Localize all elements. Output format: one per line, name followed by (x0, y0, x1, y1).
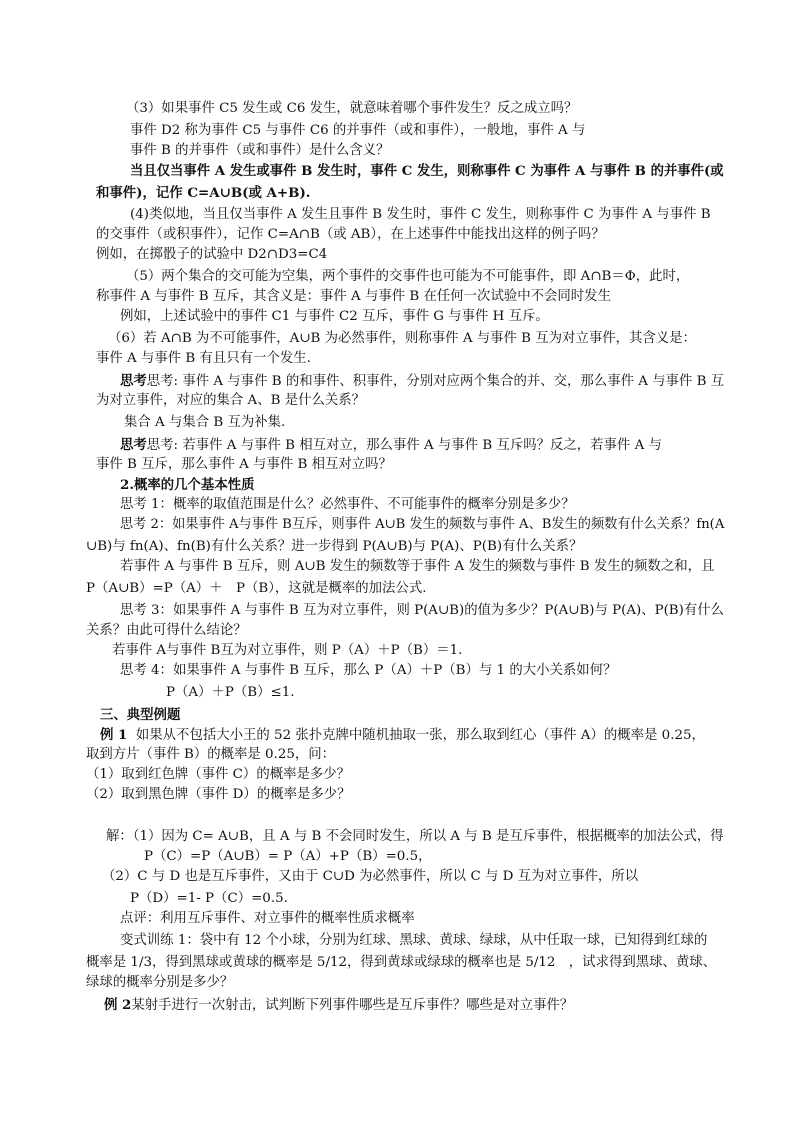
example-label: 例 2 (104, 997, 132, 1013)
text-line: 解：（1）因为 C= A∪B，且 A 与 B 不会同时发生，所以 A 与 B 是互斥事件，根据概率的加法公式，得 (106, 829, 724, 844)
text-line: P（A）＋P（B）≤1. (166, 685, 295, 700)
text-line: （2）取到黑色牌（事件 D）的概率是多少？ (86, 787, 351, 802)
section-heading: 2.概率的几个基本性质 (120, 477, 255, 493)
text-line (100, 727, 705, 744)
example-text: 某射手进行一次射击，试判断下列事件哪些是互斥事件？哪些是对立事件？ (131, 998, 574, 1013)
text-line: 取到方片（事件 B）的概率是 0.25，问： (86, 747, 336, 762)
think-label: 思考 (120, 437, 147, 453)
text-line: (4)类似地，当且仅当事件 A 发生且事件 B 发生时，事件 C 发生，则称事件 C 为事件 A 与事件 B (130, 207, 711, 222)
definition-line: 和事件)，记作 C=A∪B(或 A+B). (96, 185, 311, 201)
text-line: （5）两个集合的交可能为空集，两个事件的交事件也可能为不可能事件，即 A∩B＝Φ，此时， (126, 269, 690, 284)
text-line: 思考 4：如果事件 A 与事件 B 互斥，那么 P（A）＋P（B）与 1 的大小关系如何？ (120, 663, 617, 678)
text-line: 事件 B 互斥，那么事件 A 与事件 B 相互对立吗？ (96, 457, 392, 472)
text-line (120, 437, 662, 454)
text-line: 若事件 A 与事件 B 互斥，则 A∪B 发生的频数等于事件 A 发生的频数与事件 B 发生的频数之和，且 (120, 559, 715, 574)
text-line: 事件 A 与事件 B 有且只有一个发生. (96, 351, 311, 366)
think-text: 思考: 事件 A 与事件 B 的和事件、积事件，分别对应两个集合的并、交，那么事件 A 与事件 B 互 (146, 374, 725, 389)
text-line (120, 373, 724, 390)
text-line: 思考 2：如果事件 A与事件 B互斥，则事件 A∪B 发生的频数与事件 A、B发生的频数有什么关系？fn(A (120, 517, 725, 532)
text-line: 关系？由此可得什么结论？ (86, 623, 247, 638)
text-line: 例如，在掷骰子的试验中 D2∩D3=C4 (96, 247, 328, 262)
text-line: 变式训练 1：袋中有 12 个小球，分别为红球、黑球、黄球、绿球，从中任取一球，已知得到红球的 (120, 933, 708, 948)
text-line: 集合 A 与集合 B 互为补集. (124, 415, 286, 430)
text-line: 称事件 A 与事件 B 互斥，其含义是：事件 A 与事件 B 在任何一次试验中不会同时发生 (96, 289, 611, 304)
text-line: P（A∪B）=P（A）＋ P（B），这就是概率的加法公式. (86, 581, 427, 596)
definition-line: 当且仅当事件 A 发生或事件 B 发生时，事件 C 发生，则称事件 C 为事件 A 与事件 B 的并事件(或 (130, 163, 724, 179)
text-line: P（C）=P（A∪B）= P（A）+P（B）=0.5， (144, 849, 432, 864)
text-line (104, 997, 573, 1014)
text-line: （2）C 与 D 也是互斥事件，又由于 C∪D 为必然事件，所以 C 与 D 互为对立事件，所以 (102, 869, 639, 884)
section-heading: 三、典型例题 (100, 707, 181, 723)
text-line: （1）取到红色牌（事件 C）的概率是多少？ (86, 767, 351, 782)
text-line: 思考 1：概率的取值范围是什么？必然事件、不可能事件的概率分别是多少？ (120, 497, 575, 512)
text-line: 为对立事件，对应的集合 A、B 是什么关系？ (96, 393, 366, 408)
text-line: 例如，上述试验中的事件 C1 与事件 C2 互斥，事件 G 与事件 H 互斥。 (120, 309, 549, 324)
text-line: ∪B)与 fn(A)、fn(B)有什么关系？进一步得到 P(A∪B)与 P(A)、P(B)有什么关系？ (86, 539, 583, 554)
text-line: （6）若 A∩B 为不可能事件，A∪B 为必然事件，则称事件 A 与事件 B 互为对立事件，其含义是： (108, 331, 696, 346)
think-text: 思考: 若事件 A 与事件 B 相互对立，那么事件 A 与事件 B 互斥吗？反之，若事件 A 与 (146, 438, 662, 453)
text-line: P（D）=1- P（C）=0.5. (130, 891, 288, 906)
text-line: 绿球的概率分别是多少？ (86, 975, 234, 990)
text-line: 的交事件（或积事件），记作 C=A∩B（或 AB），在上述事件中能找出这样的例子吗？ (96, 227, 605, 242)
text-line: 思考 3：如果事件 A 与事件 B 互为对立事件，则 P(A∪B)的值为多少？P(A∪B)与 P(A)、P(B)有什么 (120, 603, 724, 618)
example-text: 如果从不包括大小王的 52 张扑克牌中随机抽取一张，那么取到红心（事件 A）的概率是 0.25， (135, 728, 705, 743)
think-label: 思考 (120, 373, 147, 389)
text-line: 点评：利用互斥事件、对立事件的概率性质求概率 (120, 911, 415, 926)
text-line: 概率是 1/3，得到黑球或黄球的概率是 5/12，得到黄球或绿球的概率也是 5/12 ，试求得到黑球、黄球、 (86, 955, 717, 970)
text-line: 事件 B 的并事件（或和事件）是什么含义？ (130, 143, 390, 158)
text-line: 事件 D2 称为事件 C5 与事件 C6 的并事件（或和事件），一般地，事件 A 与 (130, 123, 586, 138)
text-line: 若事件 A与事件 B互为对立事件，则 P（A）＋P（B）＝1. (112, 643, 463, 658)
example-label: 例 1 (100, 727, 128, 743)
text-line: （3）如果事件 C5 发生或 C6 发生，就意味着哪个事件发生？反之成立吗？ (126, 101, 578, 116)
